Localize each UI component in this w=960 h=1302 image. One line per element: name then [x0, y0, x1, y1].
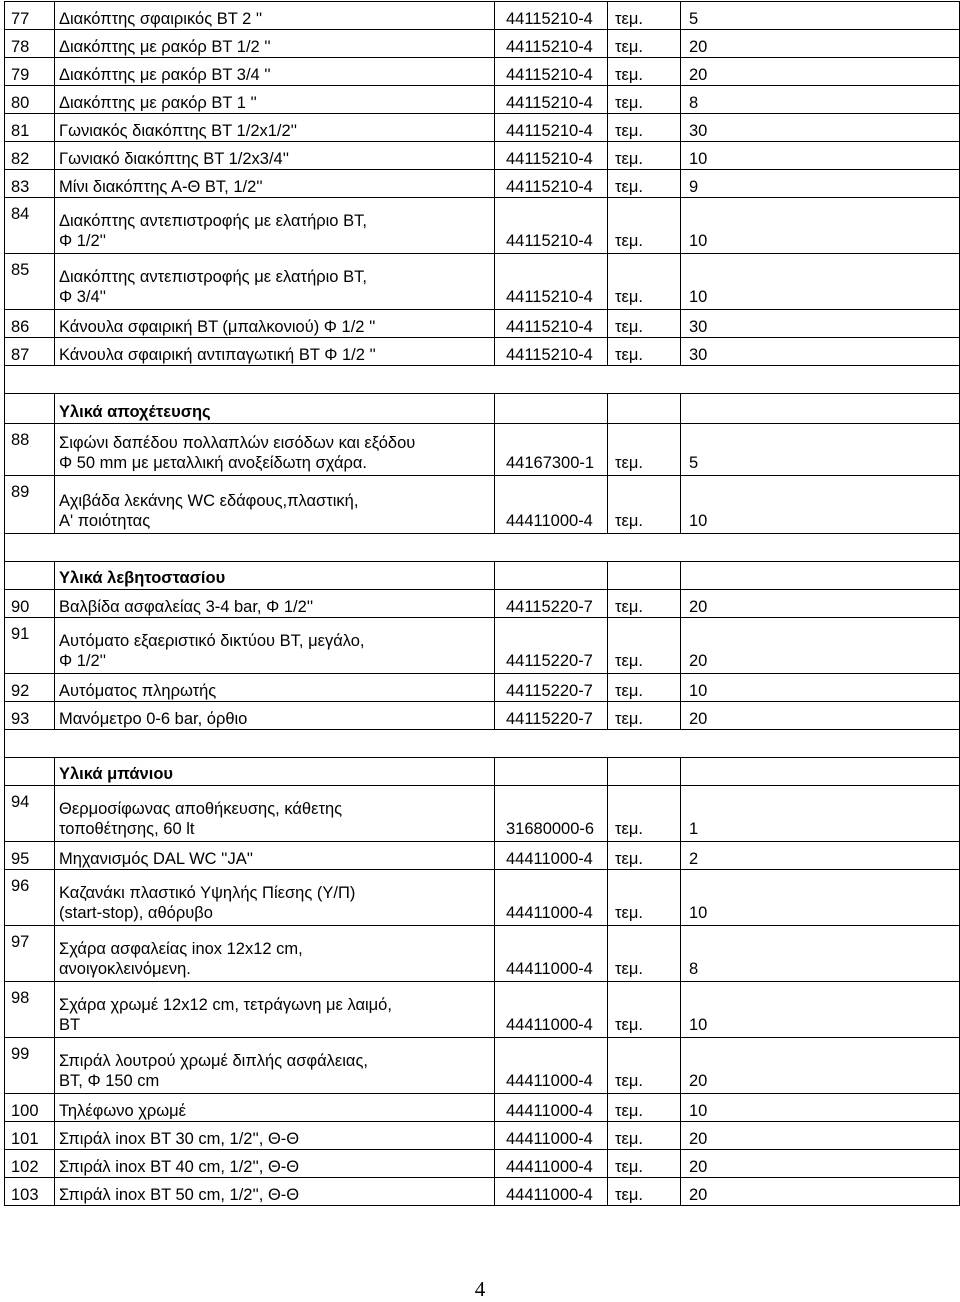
materials-table-body [5, 2, 960, 1206]
cpv-code: 44115210-4 [495, 86, 608, 114]
unit: τεμ. [608, 170, 681, 198]
cpv-code: 44411000-4 [495, 870, 608, 926]
cpv-code: 44115210-4 [495, 254, 608, 310]
table-row [5, 424, 960, 476]
item-number: 97 [5, 926, 55, 982]
empty-cell [5, 394, 55, 424]
table-row [5, 58, 960, 86]
item-description [55, 198, 495, 254]
description-line: Γωνιακό διακόπτης ΒΤ 1/2x3/4'' [59, 150, 290, 168]
unit: τεμ. [608, 926, 681, 982]
item-description [55, 870, 495, 926]
materials-table [4, 1, 960, 1206]
unit: τεμ. [608, 982, 681, 1038]
item-description [55, 926, 495, 982]
quantity: 5 [681, 424, 960, 476]
cpv-code: 44115210-4 [495, 170, 608, 198]
cpv-code: 44115210-4 [495, 142, 608, 170]
description-line: Μανόμετρο 0-6 bar, όρθιο [59, 710, 248, 728]
empty-cell [5, 366, 960, 394]
description-line: ανοιγοκλεινόμενη. [59, 960, 191, 978]
unit: τεμ. [608, 338, 681, 366]
empty-cell [681, 394, 960, 424]
item-description [55, 2, 495, 30]
empty-cell [5, 758, 55, 786]
cpv-code: 44115210-4 [495, 58, 608, 86]
unit: τεμ. [608, 870, 681, 926]
description-line: Φ 1/2'' [59, 232, 106, 250]
quantity: 9 [681, 170, 960, 198]
item-number: 102 [5, 1150, 55, 1178]
table-row [5, 476, 960, 534]
description-line: Διακόπτης με ρακόρ ΒΤ 1 '' [59, 94, 257, 112]
empty-cell [495, 562, 608, 590]
cpv-code: 44115210-4 [495, 114, 608, 142]
table-row [5, 86, 960, 114]
table-row [5, 618, 960, 674]
description-line: Βαλβίδα ασφαλείας 3-4 bar, Φ 1/2'' [59, 598, 314, 616]
unit: τεμ. [608, 1038, 681, 1094]
quantity: 20 [681, 30, 960, 58]
item-number: 93 [5, 702, 55, 730]
unit: τεμ. [608, 142, 681, 170]
quantity: 2 [681, 842, 960, 870]
unit: τεμ. [608, 1178, 681, 1206]
quantity: 20 [681, 1038, 960, 1094]
cpv-code: 44115220-7 [495, 590, 608, 618]
item-description [55, 114, 495, 142]
item-number: 92 [5, 674, 55, 702]
item-description [55, 982, 495, 1038]
table-row [5, 590, 960, 618]
quantity: 20 [681, 58, 960, 86]
description-line: Διακόπτης με ρακόρ ΒΤ 1/2 '' [59, 38, 271, 56]
cpv-code: 44411000-4 [495, 1094, 608, 1122]
spacer-row [5, 534, 960, 562]
description-line: Αυτόματο εξαεριστικό δικτύου ΒΤ, μεγάλο, [59, 632, 365, 650]
cpv-code: 44411000-4 [495, 1150, 608, 1178]
empty-cell [5, 534, 960, 562]
description-line: Φ 50 mm με μεταλλική ανοξείδωτη σχάρα. [59, 454, 368, 472]
description-line: (start-stop), αθόρυβο [59, 904, 213, 922]
item-description [55, 338, 495, 366]
quantity: 10 [681, 870, 960, 926]
description-line: Αχιβάδα λεκάνης WC εδάφους,πλαστική, [59, 492, 359, 510]
item-number: 84 [5, 198, 55, 254]
quantity: 5 [681, 2, 960, 30]
unit: τεμ. [608, 198, 681, 254]
unit: τεμ. [608, 702, 681, 730]
unit: τεμ. [608, 618, 681, 674]
item-number: 79 [5, 58, 55, 86]
empty-cell [495, 394, 608, 424]
quantity: 20 [681, 1150, 960, 1178]
table-row [5, 30, 960, 58]
description-line: Τηλέφωνο χρωμέ [59, 1102, 187, 1120]
item-description [55, 1038, 495, 1094]
description-line: Σιφώνι δαπέδου πολλαπλών εισόδων και εξόδου [59, 434, 416, 452]
table-row [5, 674, 960, 702]
cpv-code: 44411000-4 [495, 926, 608, 982]
cpv-code: 44411000-4 [495, 982, 608, 1038]
unit: τεμ. [608, 842, 681, 870]
unit: τεμ. [608, 424, 681, 476]
spacer-row [5, 730, 960, 758]
quantity: 10 [681, 674, 960, 702]
table-row [5, 1150, 960, 1178]
item-number: 83 [5, 170, 55, 198]
table-row [5, 1122, 960, 1150]
description-line: ΒΤ [59, 1016, 81, 1034]
description-line: Διακόπτης με ρακόρ ΒΤ 3/4 '' [59, 66, 271, 84]
cpv-code: 44115220-7 [495, 702, 608, 730]
quantity: 10 [681, 142, 960, 170]
description-line: Κάνουλα σφαιρική αντιπαγωτική ΒΤ Φ 1/2 '' [59, 346, 376, 364]
unit: τεμ. [608, 30, 681, 58]
quantity: 20 [681, 590, 960, 618]
section-title: Υλικά αποχέτευσης [55, 394, 495, 424]
unit: τεμ. [608, 86, 681, 114]
description-line: Διακόπτης αντεπιστροφής με ελατήριο ΒΤ, [59, 268, 367, 286]
description-line: Μηχανισμός DAL WC ''JA'' [59, 850, 253, 868]
item-description [55, 86, 495, 114]
description-line: Φ 1/2'' [59, 652, 106, 670]
table-row [5, 310, 960, 338]
item-number: 101 [5, 1122, 55, 1150]
unit: τεμ. [608, 590, 681, 618]
cpv-code: 44115220-7 [495, 618, 608, 674]
item-description [55, 674, 495, 702]
quantity: 30 [681, 310, 960, 338]
unit: τεμ. [608, 674, 681, 702]
quantity: 20 [681, 1178, 960, 1206]
table-row [5, 786, 960, 842]
table-row [5, 982, 960, 1038]
cpv-code: 44411000-4 [495, 1122, 608, 1150]
cpv-code: 44411000-4 [495, 842, 608, 870]
item-number: 94 [5, 786, 55, 842]
item-number: 89 [5, 476, 55, 534]
item-number: 100 [5, 1094, 55, 1122]
item-number: 91 [5, 618, 55, 674]
description-line: Α' ποιότητας [59, 512, 151, 530]
table-row [5, 170, 960, 198]
table-row [5, 142, 960, 170]
item-number: 81 [5, 114, 55, 142]
empty-cell [5, 562, 55, 590]
section-header-row [5, 758, 960, 786]
description-line: Φ 3/4'' [59, 288, 106, 306]
unit: τεμ. [608, 1122, 681, 1150]
item-number: 80 [5, 86, 55, 114]
item-description [55, 310, 495, 338]
cpv-code: 44167300-1 [495, 424, 608, 476]
table-row [5, 1094, 960, 1122]
description-line: Θερμοσίφωνας αποθήκευσης, κάθετης [59, 800, 343, 818]
unit: τεμ. [608, 786, 681, 842]
item-description [55, 1094, 495, 1122]
item-description [55, 590, 495, 618]
unit: τεμ. [608, 58, 681, 86]
table-row [5, 338, 960, 366]
empty-cell [608, 562, 681, 590]
empty-cell [5, 730, 960, 758]
description-line: Κάνουλα σφαιρική ΒΤ (μπαλκονιού) Φ 1/2 '' [59, 318, 376, 336]
item-number: 88 [5, 424, 55, 476]
empty-cell [608, 758, 681, 786]
quantity: 20 [681, 1122, 960, 1150]
quantity: 1 [681, 786, 960, 842]
item-description [55, 30, 495, 58]
item-number: 77 [5, 2, 55, 30]
cpv-code: 31680000-6 [495, 786, 608, 842]
description-line: Σπιράλ λουτρού χρωμέ διπλής ασφάλειας, [59, 1052, 368, 1070]
item-number: 86 [5, 310, 55, 338]
cpv-code: 44411000-4 [495, 1178, 608, 1206]
quantity: 10 [681, 198, 960, 254]
unit: τεμ. [608, 1094, 681, 1122]
empty-cell [495, 758, 608, 786]
unit: τεμ. [608, 2, 681, 30]
description-line: Γωνιακός διακόπτης ΒΤ 1/2x1/2'' [59, 122, 297, 140]
section-title: Υλικά λεβητοστασίου [55, 562, 495, 590]
item-number: 98 [5, 982, 55, 1038]
description-line: τοποθέτησης, 60 lt [59, 820, 195, 838]
cpv-code: 44411000-4 [495, 476, 608, 534]
item-description [55, 424, 495, 476]
table-row [5, 842, 960, 870]
table-row [5, 254, 960, 310]
quantity: 30 [681, 114, 960, 142]
item-number: 96 [5, 870, 55, 926]
quantity: 10 [681, 1094, 960, 1122]
quantity: 10 [681, 982, 960, 1038]
quantity: 20 [681, 618, 960, 674]
item-description [55, 618, 495, 674]
description-line: Διακόπτης αντεπιστροφής με ελατήριο ΒΤ, [59, 212, 367, 230]
table-row [5, 1038, 960, 1094]
empty-cell [608, 394, 681, 424]
quantity: 30 [681, 338, 960, 366]
empty-cell [681, 562, 960, 590]
cpv-code: 44115210-4 [495, 310, 608, 338]
section-header-row [5, 562, 960, 590]
item-number: 103 [5, 1178, 55, 1206]
table-row [5, 1178, 960, 1206]
item-description [55, 1122, 495, 1150]
description-line: Σπιράλ inox ΒΤ 30 cm, 1/2'', Θ-Θ [59, 1130, 300, 1148]
item-description [55, 786, 495, 842]
table-row [5, 926, 960, 982]
table-row [5, 2, 960, 30]
item-description [55, 476, 495, 534]
section-title: Υλικά μπάνιου [55, 758, 495, 786]
item-number: 85 [5, 254, 55, 310]
unit: τεμ. [608, 254, 681, 310]
description-line: Σπιράλ inox ΒΤ 40 cm, 1/2'', Θ-Θ [59, 1158, 300, 1176]
item-description [55, 170, 495, 198]
item-description [55, 1178, 495, 1206]
description-line: Σχάρα ασφαλείας inox 12x12 cm, [59, 940, 303, 958]
item-description [55, 702, 495, 730]
cpv-code: 44115210-4 [495, 2, 608, 30]
item-number: 78 [5, 30, 55, 58]
item-description [55, 254, 495, 310]
unit: τεμ. [608, 476, 681, 534]
quantity: 8 [681, 86, 960, 114]
description-line: Διακόπτης σφαιρικός ΒΤ 2 '' [59, 10, 263, 28]
cpv-code: 44115220-7 [495, 674, 608, 702]
table-row [5, 198, 960, 254]
unit: τεμ. [608, 114, 681, 142]
cpv-code: 44115210-4 [495, 198, 608, 254]
cpv-code: 44115210-4 [495, 30, 608, 58]
spacer-row [5, 366, 960, 394]
quantity: 10 [681, 254, 960, 310]
description-line: Αυτόματος πληρωτής [59, 682, 217, 700]
cpv-code: 44115210-4 [495, 338, 608, 366]
unit: τεμ. [608, 1150, 681, 1178]
item-number: 99 [5, 1038, 55, 1094]
section-header-row [5, 394, 960, 424]
quantity: 8 [681, 926, 960, 982]
page-number: 4 [474, 1277, 486, 1301]
description-line: ΒΤ, Φ 150 cm [59, 1072, 160, 1090]
item-description [55, 58, 495, 86]
empty-cell [681, 758, 960, 786]
description-line: Σχάρα χρωμέ 12x12 cm, τετράγωνη με λαιμό, [59, 996, 392, 1014]
item-number: 95 [5, 842, 55, 870]
description-line: Σπιράλ inox ΒΤ 50 cm, 1/2'', Θ-Θ [59, 1186, 300, 1204]
item-number: 82 [5, 142, 55, 170]
item-number: 87 [5, 338, 55, 366]
item-number: 90 [5, 590, 55, 618]
unit: τεμ. [608, 310, 681, 338]
cpv-code: 44411000-4 [495, 1038, 608, 1094]
item-description [55, 142, 495, 170]
item-description [55, 842, 495, 870]
description-line: Μίνι διακόπτης Α-Θ ΒΤ, 1/2'' [59, 178, 263, 196]
table-row [5, 114, 960, 142]
table-row [5, 702, 960, 730]
description-line: Καζανάκι πλαστικό Υψηλής Πίεσης (Υ/Π) [59, 884, 356, 902]
table-row [5, 870, 960, 926]
quantity: 20 [681, 702, 960, 730]
item-description [55, 1150, 495, 1178]
quantity: 10 [681, 476, 960, 534]
